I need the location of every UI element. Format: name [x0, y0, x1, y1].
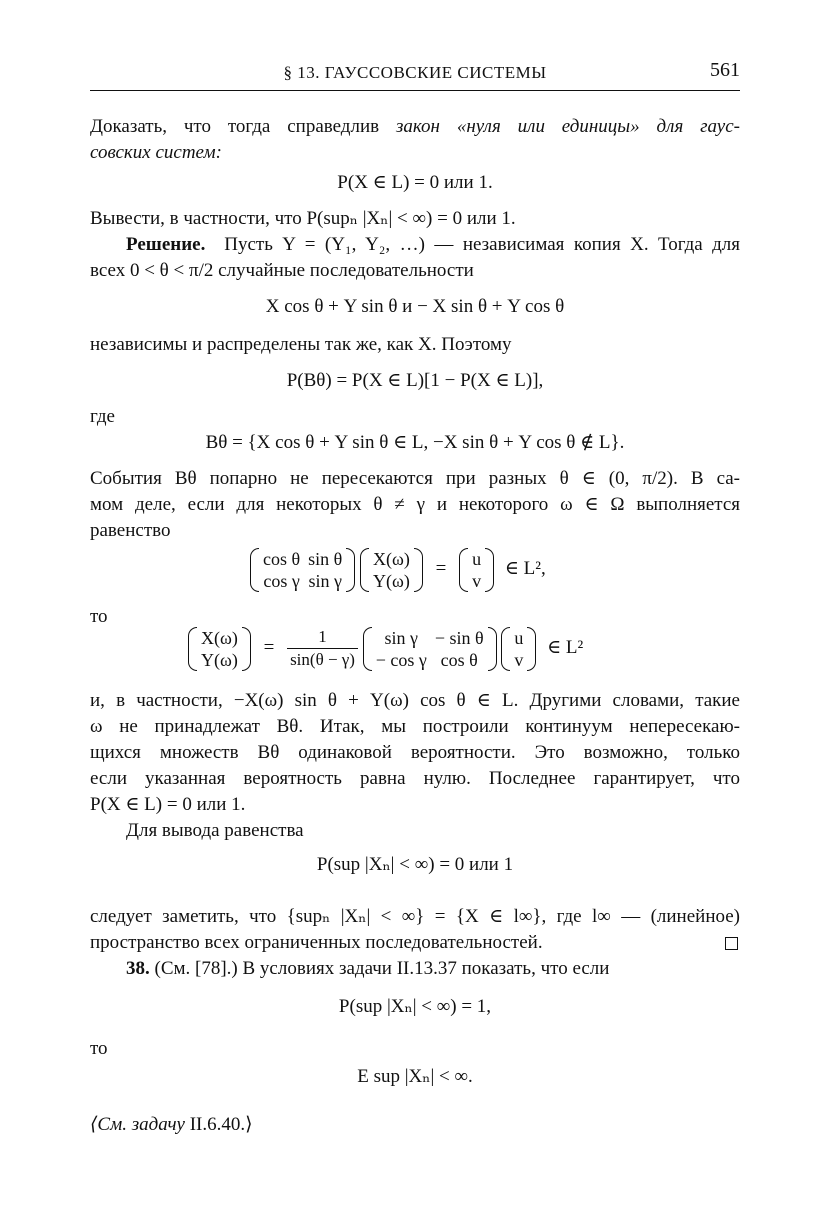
- paragraph-line: [90, 114, 740, 140]
- text: (См. [78].) В условиях задачи II.13.37 показать, что если: [154, 958, 610, 979]
- equation-text: P(sup |Xₙ| < ∞) = 0 или 1: [316, 854, 514, 875]
- equation-matrix-system: cos θ sin θ cos γ sin γ X(ω) Y(ω) = u v ∈ L²,: [250, 548, 546, 592]
- matrix-cell: − sin θ: [434, 627, 484, 648]
- vector: [188, 627, 251, 671]
- problem-38-line: [90, 956, 740, 982]
- paragraph-line: щихся множеств Bθ одинаковой вероятности. Это возможно, только: [90, 742, 740, 763]
- italic-text: совских систем:: [90, 142, 222, 163]
- vector-cell: v: [472, 571, 482, 591]
- paragraph-line: События Bθ попарно не пересекаются при разных θ ∈ (0, π/2). В са-: [90, 468, 740, 489]
- equation-sup-zero-one: [90, 852, 740, 878]
- book-page: [90, 0, 740, 1210]
- equation-set-definition: Bθ = {X cos θ + Y sin θ ∈ L, −X sin θ + Y cos θ ∉ L}.: [205, 432, 625, 453]
- matrix-cell: − cos γ: [375, 649, 427, 670]
- text: II.6.40.⟩: [189, 1114, 253, 1135]
- paragraph-line: то: [90, 606, 108, 627]
- page-number: 561: [710, 59, 740, 81]
- paragraph-line: и, в частности, −X(ω) sin θ + Y(ω) cos θ ∈ L. Другими словами, такие: [90, 690, 740, 711]
- paragraph-line: независимы и распределены так же, как X. Поэтому: [90, 334, 512, 355]
- paragraph-line: мом деле, если для некоторых θ ≠ γ и некоторого ω ∈ Ω выполняется: [90, 494, 740, 515]
- vector-cell: Y(ω): [201, 649, 238, 670]
- paragraph-line: [90, 930, 740, 956]
- fraction-denominator: sin(θ − γ): [290, 650, 355, 669]
- matrix-cell: sin θ: [308, 549, 343, 569]
- vector: [459, 548, 494, 592]
- problem-number: 38.: [126, 958, 150, 979]
- fraction-numerator: 1: [287, 626, 358, 649]
- paragraph-line: [90, 140, 740, 166]
- text: Доказать, что тогда справедлив: [90, 116, 396, 137]
- vector-cell: v: [514, 649, 524, 670]
- italic-text: ⟨См. задачу: [90, 1114, 185, 1135]
- chapter-title: § 13. ГАУССОВСКИЕ СИСТЕМЫ: [283, 63, 547, 82]
- equation-expectation: E sup |Xₙ| < ∞.: [357, 1066, 473, 1087]
- solution-first-line: [90, 232, 740, 258]
- vector-cell: u: [514, 627, 524, 648]
- equation-matrix-inverse: X(ω) Y(ω) = $\frac{1}{\sin(\theta - \gamma)}$ sin γ − sin θ − cos γ cos θ u v ∈ L²: [188, 626, 583, 671]
- fraction: [287, 626, 358, 671]
- paragraph-line: следует заметить, что {supₙ |Xₙ| < ∞} = {X ∈ l∞}, где l∞ — (линейное): [90, 906, 740, 927]
- text: пространство всех ограниченных последовательностей.: [90, 932, 543, 953]
- equation-tail: ∈ L²: [547, 636, 584, 658]
- equation-sequences: X cos θ + Y sin θ и − X sin θ + Y cos θ: [265, 296, 565, 317]
- vector-cell: u: [472, 549, 482, 569]
- matrix-cell: cos θ: [440, 649, 478, 670]
- solution-label: Решение.: [126, 234, 206, 255]
- vector: [501, 627, 536, 671]
- equation-zero-one: P(X ∈ L) = 0 или 1.: [337, 172, 493, 193]
- matrix-cell: sin γ: [384, 627, 418, 648]
- vector: [360, 548, 423, 592]
- equation-probability: P(Bθ) = P(X ∈ L)[1 − P(X ∈ L)],: [286, 370, 544, 391]
- paragraph-line: равенство: [90, 520, 171, 541]
- vector-cell: Y(ω): [373, 571, 410, 591]
- paragraph-line: где: [90, 406, 115, 427]
- paragraph-line: Для вывода равенства: [126, 820, 304, 841]
- paragraph-line: ω не принадлежат Bθ. Итак, мы построили континуум непересекаю-: [90, 716, 740, 737]
- running-header: [90, 56, 740, 91]
- paragraph-line: Вывести, в частности, что P(supₙ |Xₙ| < ∞) = 0 или 1.: [90, 208, 516, 229]
- matrix-cell: cos γ: [263, 571, 300, 591]
- text: Пусть Y = (Y₁, Y₂, …) — независимая копия X. Тогда для: [224, 234, 740, 255]
- equation-sup-one: P(sup |Xₙ| < ∞) = 1,: [338, 996, 492, 1017]
- vector-cell: X(ω): [373, 549, 410, 569]
- paragraph-line: то: [90, 1038, 108, 1059]
- matrix: [363, 627, 497, 671]
- paragraph-line: если указанная вероятность равна нулю. Последнее гарантирует, что: [90, 768, 740, 789]
- qed-box-icon: [725, 937, 738, 950]
- matrix-cell: cos θ: [263, 549, 301, 569]
- hint-line: [90, 1112, 740, 1138]
- paragraph-line: всех 0 < θ < π/2 случайные последовательности: [90, 260, 474, 281]
- matrix-cell: sin γ: [308, 571, 342, 591]
- paragraph-line: P(X ∈ L) = 0 или 1.: [90, 794, 246, 815]
- italic-text: закон «нуля или единицы» для гаус-: [395, 116, 740, 137]
- matrix: [250, 548, 355, 592]
- equation-tail: ∈ L²,: [504, 558, 546, 580]
- vector-cell: X(ω): [201, 627, 238, 648]
